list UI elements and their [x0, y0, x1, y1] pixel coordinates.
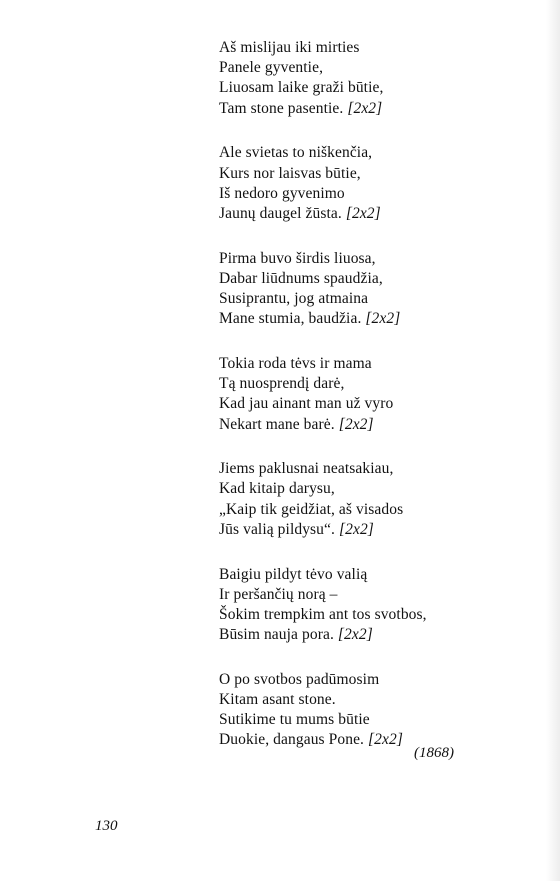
poem-line — [219, 354, 539, 374]
poem-line — [219, 58, 539, 78]
stanza — [219, 249, 539, 330]
poem-line — [219, 38, 539, 58]
poem-line — [219, 99, 539, 119]
stanza — [219, 354, 539, 435]
poem-line-text: Būsim nauja pora. — [219, 626, 334, 644]
poem-line — [219, 710, 539, 730]
poem-line-text: Sutikime tu mums būtie — [219, 711, 370, 729]
poem-line — [219, 585, 539, 605]
poem-line-text: O po svotbos padūmosim — [219, 670, 380, 688]
refrain-marker: [2x2] — [337, 626, 373, 644]
poem — [219, 38, 539, 775]
poem-line-text: Tam stone pasentie. — [219, 99, 344, 117]
poem-line-text: Jūs valią pildysu“. — [219, 520, 335, 538]
refrain-marker: [2x2] — [338, 520, 374, 538]
poem-line-text: Ir peršančių norą – — [219, 585, 338, 603]
refrain-marker: [2x2] — [338, 415, 374, 433]
stanza — [219, 38, 539, 119]
stanza — [219, 143, 539, 224]
poem-line — [219, 690, 539, 710]
stanza — [219, 565, 539, 646]
poem-line-text: Kurs nor laisvas būtie, — [219, 164, 361, 182]
poem-line-text: Kitam asant stone. — [219, 691, 336, 709]
stanza — [219, 670, 539, 751]
poem-line — [219, 143, 539, 163]
poem-line — [219, 249, 539, 269]
poem-line-text: Jiems paklusnai neatsakiau, — [219, 460, 394, 478]
poem-line — [219, 394, 539, 414]
poem-line-text: Dabar liūdnums spaudžia, — [219, 269, 383, 287]
poem-line — [219, 565, 539, 585]
poem-line-text: Duokie, dangaus Pone. — [219, 731, 365, 749]
poem-line-text: Šokim trempkim ant tos svotbos, — [219, 605, 427, 623]
poem-line-text: Mane stumia, baudžia. — [219, 310, 362, 328]
poem-line-text: Tą nuosprendį darė, — [219, 375, 345, 393]
poem-line-text: Liuosam laike graži būtie, — [219, 79, 384, 97]
poem-line — [219, 625, 539, 645]
poem-line — [219, 309, 539, 329]
poem-line-text: Ale svietas to niškenčia, — [219, 144, 373, 162]
poem-line-text: Jaunų daugel žūsta. — [219, 204, 342, 222]
poem-line — [219, 269, 539, 289]
poem-line-text: Iš nedoro gyvenimo — [219, 184, 345, 202]
refrain-marker: [2x2] — [368, 731, 403, 749]
poem-line — [219, 520, 539, 540]
refrain-marker: [2x2] — [365, 310, 401, 328]
poem-line — [219, 374, 539, 394]
poem-line — [219, 459, 539, 479]
poem-line — [219, 479, 539, 499]
poem-line-text: Kad kitaip darysu, — [219, 480, 335, 498]
refrain-marker: [2x2] — [347, 99, 383, 117]
poem-line-text: Baigiu pildyt tėvo valią — [219, 565, 368, 583]
page-edge-shadow — [546, 0, 560, 881]
poem-line — [219, 289, 539, 309]
poem-line — [219, 670, 539, 690]
poem-line-text: „Kaip tik geidžiat, aš visados — [219, 500, 404, 518]
page-number: 130 — [95, 818, 118, 834]
poem-line — [219, 184, 539, 204]
poem-line — [219, 415, 539, 435]
poem-line-text: Tokia roda tėvs ir mama — [219, 354, 372, 372]
stanza — [219, 459, 539, 540]
poem-line — [219, 164, 539, 184]
poem-line — [219, 605, 539, 625]
poem-line-text: Aš mislijau iki mirties — [219, 39, 360, 56]
poem-line — [219, 500, 539, 520]
poem-line-text: Pirma buvo širdis liuosa, — [219, 249, 376, 267]
refrain-marker: [2x2] — [345, 204, 381, 222]
poem-line-text: Susiprantu, jog atmaina — [219, 290, 369, 308]
poem-line — [219, 78, 539, 98]
poem-line — [219, 730, 539, 750]
poem-line-text: Nekart mane barė. — [219, 415, 335, 433]
poem-line — [219, 204, 539, 224]
poem-line-text: Kad jau ainant man už vyro — [219, 395, 394, 413]
poem-line-text: Panele gyventie, — [219, 59, 324, 77]
poem-date: (1868) — [414, 745, 454, 761]
